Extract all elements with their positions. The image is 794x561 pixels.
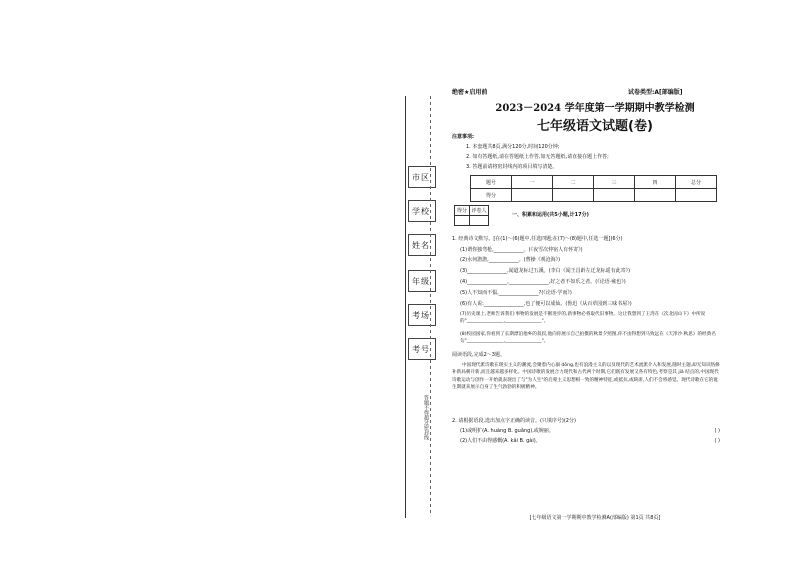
strip-field-school [408, 200, 436, 222]
answer-blank: ( ) [714, 438, 720, 444]
seal-dashed-line [430, 96, 431, 516]
score-header: 一 [512, 176, 553, 189]
score-header: 总分 [676, 176, 717, 189]
score-cell [512, 189, 553, 202]
q2-line-text: (1)或明犷(A. huàng B. guǎng),或婉丽。 [460, 428, 554, 434]
q2-line-text: (2)人们不由得感慨(A. kǎi B. gài)。 [460, 438, 541, 444]
score-header: 题号 [471, 176, 512, 189]
notes-heading: 注意事项: [452, 134, 474, 140]
q1-line: (7)历史课上,老师告诉我们:事物的发展是不断进步的,新事物必将取代旧事物。这让我想到了王湾在《次北固山下》中所说的"________________,________________"。 [460, 312, 706, 325]
strip-field-label: 年级 [412, 277, 430, 286]
exam-page [402, 78, 724, 538]
note-item: 3. 答题前请将密封线内的项目填写清楚。 [466, 164, 558, 170]
paper-type-label: 试卷类型:A[部编版] [628, 89, 683, 96]
note-item: 1. 本套题共8页,满分120分,时间120分钟; [466, 144, 560, 150]
exam-title: 2023－2024 学年度第一学期期中教学检测 [495, 103, 695, 114]
strip-field-label: 姓名 [412, 241, 430, 250]
reading-intro: 阅读语段,完成2～3题。 [452, 352, 505, 358]
q1-line: (5)人不知而不愠,________________?(《论语·学而》) [460, 290, 572, 296]
q1-line: (3)________________,闻道龙标过五溪。(李白《闻王昌龄左迁龙标遥有此寄》) [460, 268, 631, 274]
strip-field-label: 考号 [412, 345, 430, 354]
q2-line [460, 428, 730, 435]
marker-cell-grader: 评卷人 [470, 206, 489, 216]
score-table [470, 175, 717, 202]
answer-blank: ( ) [714, 428, 720, 434]
q1-line: (6)有人说:________________,也了便可以成仙。(鲁迅《从百草园到三味书屋》) [460, 301, 632, 307]
score-header: 四 [635, 176, 676, 189]
confidential-label: 绝密★启用前 [452, 89, 488, 96]
q1-line: (1)谓你独弯枪,____________。(《夜雪次仲宿人有怀寄》) [460, 247, 583, 253]
strip-field-number [408, 338, 436, 360]
section1-title: 一、积累和运用(共5小题,计17分) [512, 212, 589, 218]
marker-cell-score: 得分 [455, 206, 470, 216]
reading-passage: 中国现代派诗歌在现实主义的潮流,会聚着内心溺 dōng,也有浪漫主义的以及现代的艺术流派介入和发展,随时主题,却无知识络修补新局刺开新,而且越来越多样化。中国诗歌的发展合力现代和古代两个时期,它们既有发展又各有特色,考察是其 jiǎ 结点的,中国现代诗歌运动与创作一开始就表现出了与"为人生"的启蒙主义思想相一致的精神特征,或抵抗,或缺席,人们不会将感觉。现代诗歌在它的诞生期就来展示自身了生气勃勃的积极精神。 [452, 363, 720, 390]
strip-border-line [405, 96, 406, 518]
strip-field-district [408, 166, 436, 188]
q2-line [460, 438, 730, 445]
score-cell [635, 189, 676, 202]
strip-field-label: 市区 [412, 173, 430, 182]
score-cell [676, 189, 717, 202]
page-footer: [七年级语文第一学期期中教学检测A(部编版) 第1页 共8页] [529, 515, 661, 521]
marker-blank [470, 216, 489, 226]
note-item: 2. 如有答题纸,请在答题纸上作答,如无答题纸,请直接在题上作答; [466, 154, 609, 160]
score-header: 二 [553, 176, 594, 189]
strip-field-room [408, 304, 436, 326]
marker-table [454, 205, 489, 226]
score-cell [553, 189, 594, 202]
score-row-label: 得分 [471, 189, 512, 202]
strip-field-name [408, 234, 436, 256]
question-1: 1. 经典诗文默写。[在(1)～(6)题中,任选四题;在(7)～(8)题中,任选一题](6分) [452, 236, 623, 242]
q1-line: (2)水何澹澹,____________。(曹操《观沧海》) [460, 257, 561, 263]
strip-field-label: 考场 [412, 311, 430, 320]
score-header: 三 [594, 176, 635, 189]
q1-line: (4)________________,________________,好之者不如乐之者。(《论语·雍也》) [460, 279, 626, 285]
binding-strip [403, 96, 439, 518]
score-cell [594, 189, 635, 202]
strip-field-label: 学校 [412, 207, 430, 216]
marker-blank [455, 216, 470, 226]
seal-note: 答题不得超过密封线 [423, 395, 429, 440]
q1-line: (8)校园国家,你看到了长期漂泊他乡的叔叔,他向你展示自己拍摄的秋景夕照图,你不由得想到马致远在《天净沙·秋思》的经典名句"________________,________________"。 [460, 332, 716, 345]
exam-subtitle: 七年级语文试题(卷) [537, 119, 653, 134]
question-2: 2. 请根据语段,选出加点字正确的读音。(只填序号)(2分) [452, 418, 576, 424]
strip-field-grade [408, 270, 436, 292]
